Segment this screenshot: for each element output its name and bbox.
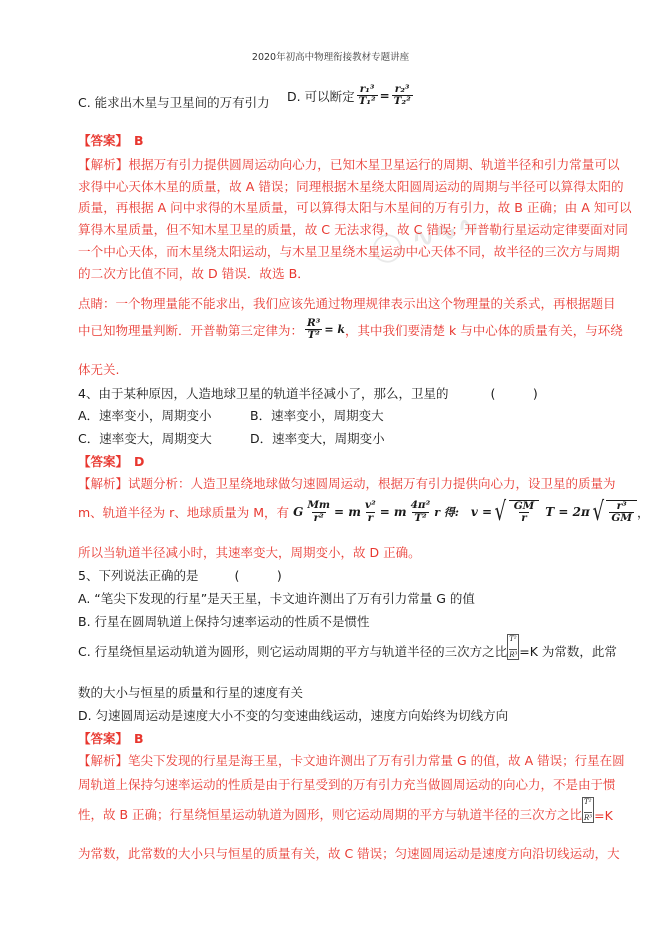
q3-formula-right: $\frac{\text{r₂³}}{\text{T₂²}}$ <box>393 83 411 108</box>
q5-option-d: D. 匀速圆周运动是速度大小不变的匀变速曲线运动，速度方向始终为切线方向 <box>78 708 509 723</box>
q4-analysis-line1: 【解析】试题分析：人造卫星绕地球做匀速圆周运动，根据万有引力提供向心力，设卫星的质量为 <box>78 476 616 491</box>
q5-option-b: B. 行星在圆周轨道上保持匀速率运动的性质不是惯性 <box>78 614 370 629</box>
q3-analysis-line: 算得木星质量，但不知木星卫星的质量，故 C 无法求得，故 C 错误；开普勒行星运动定律要面对同 <box>78 222 628 238</box>
q4-answer: 【答案】 D <box>78 454 145 469</box>
q5-analysis-line3: 性，故 B 正确；行星绕恒星运动轨道为圆形，则它运动周期的平方与轨道半径的三次方之比 $\frac{\text{T²}}{\text{R³}}$ =K <box>78 798 613 823</box>
q3-option-d-prefix: D. 可以断定 <box>287 88 355 104</box>
q5-answer: 【答案】 B <box>78 731 144 746</box>
q3-analysis-line: 的二次方比值不同，故 D 错误．故选 B． <box>78 265 310 281</box>
q3-tip-formula: $\frac{\text{R³}}{\text{T²}}$ <box>307 317 321 342</box>
q5-option-c-fraction: $\frac{\text{T²}}{\text{R³}}$ <box>509 635 518 659</box>
q4-analysis-line3: 所以当轨道半径减小时，其速率变大，周期变小，故 D 正确。 <box>78 545 421 560</box>
q4-eq-gravity: $\frac{Mm}{\text{r²}}$ <box>307 499 331 524</box>
q3-analysis-line: 求得中心天体木星的质量，故 A 错误；同理根据木星绕太阳圆周运动的周期与半径可以算得太阳的 <box>78 178 624 194</box>
q3-tip-line2: 中已知物理量判断．开普勒第三定律为： $\frac{\text{R³}}{\text{T²}}$ = k ，其中我们要清楚 k 与中心体的质量有关，与环绕 <box>78 317 623 342</box>
q4-option-d: D．速率变大，周期变小 <box>250 431 385 446</box>
q4-stem: 4、由于某种原因，人造地球卫星的轨道半径减小了，那么，卫星的 ( ) <box>78 386 538 401</box>
q4-eq-v-sqrt: √ $\frac{GM}{r}$ <box>492 499 539 525</box>
q5-option-c: C. 行星绕恒星运动轨道为圆形，则它运动周期的平方与轨道半径的三次方之比 $\frac{\text{T²}}{\text{R³}}$ =K 为常数，此常 <box>78 635 617 659</box>
q3-option-c: C. 能求出木星与卫星间的万有引力 <box>78 95 270 110</box>
q4-eq-centripetal-v: $\frac{\text{v²}}{r}$ <box>364 499 376 524</box>
q3-analysis-line: 【解析】根据万有引力提供圆周运动向心力，已知木星卫星运行的周期、轨道半径和引力常量可以 <box>78 157 620 172</box>
q5-analysis-line2: 周轨道上保持匀速率运动的性质是由于行星受到的万有引力充当做圆周运动的向心力，不是由于惯 <box>78 777 616 792</box>
q5-analysis-fraction: $\frac{\text{T²}}{\text{R³}}$ <box>584 798 593 822</box>
q4-option-a: A．速率变小，周期变小 <box>78 408 212 423</box>
page-header: 2020年初高中物理衔接教材专题讲座 <box>251 52 410 63</box>
q5-stem: 5、下列说法正确的是 ( ) <box>78 568 282 583</box>
q3-analysis <box>78 154 632 284</box>
q5-option-a: A. “笔尖下发现的行星”是天王星，卡文迪许测出了万有引力常量 G 的值 <box>78 591 475 606</box>
q3-tip-line3: 体无关. <box>78 362 120 377</box>
q3-formula-eq: = <box>379 88 390 103</box>
q3-tip-line1: 点睛：一个物理量能不能求出，我们应该先通过物理规律表示出这个物理量的关系式，再根据题目 <box>78 296 616 311</box>
q5-analysis-line1: 【解析】笔尖下发现的行星是海王星，卡文迪许测出了万有引力常量 G 的值，故 A 错误；行星在圆 <box>78 753 625 768</box>
q5-analysis-line4: 为常数，此常数的大小只与恒星的质量有关，故 C 错误；匀速圆周运动是速度方向沿切线运动，大 <box>78 846 620 861</box>
q4-eq-t-sqrt: √ $\frac{\text{r³}}{GM}$ <box>590 499 637 525</box>
q4-eq-centripetal-t: $\frac{\text{4π²}}{\text{T²}}$ <box>410 499 431 524</box>
q4-option-b: B．速率变小，周期变大 <box>250 408 384 423</box>
watermark-logo: ◯ ∿∿∿ <box>367 207 484 266</box>
q3-analysis-line: 一个中心天体，而木星绕太阳运动，与木星卫星绕木星运动中心天体不同，故半径的三次方与周期 <box>78 243 620 259</box>
q4-option-c: C．速率变大，周期变大 <box>78 431 212 446</box>
q3-answer: 【答案】 B <box>78 133 144 148</box>
q3-analysis-line: 质量，再根据 A 问中求得的木星质量，可以算得太阳与木星间的万有引力，故 B 正确；由 A 知可以 <box>78 200 632 216</box>
q3-option-d <box>287 84 415 107</box>
q4-analysis-line2: m、轨道半径为 r、地球质量为 M，有 G $\frac{Mm}{\text{r²}}$ = m $\frac{\text{v²}}{r}$ = m $\frac{\text{4π²}}{\text{T²}}$ r 得: v = √ $\frac{GM}{r}$ T = 2π √ $\frac{\text{r³}}{GM}$ ， <box>78 497 650 527</box>
q5-option-c-line2: 数的大小与恒星的质量和行星的速度有关 <box>78 685 304 700</box>
q3-formula-left: $\frac{\text{r₁³}}{\text{T₁²}}$ <box>358 83 376 108</box>
